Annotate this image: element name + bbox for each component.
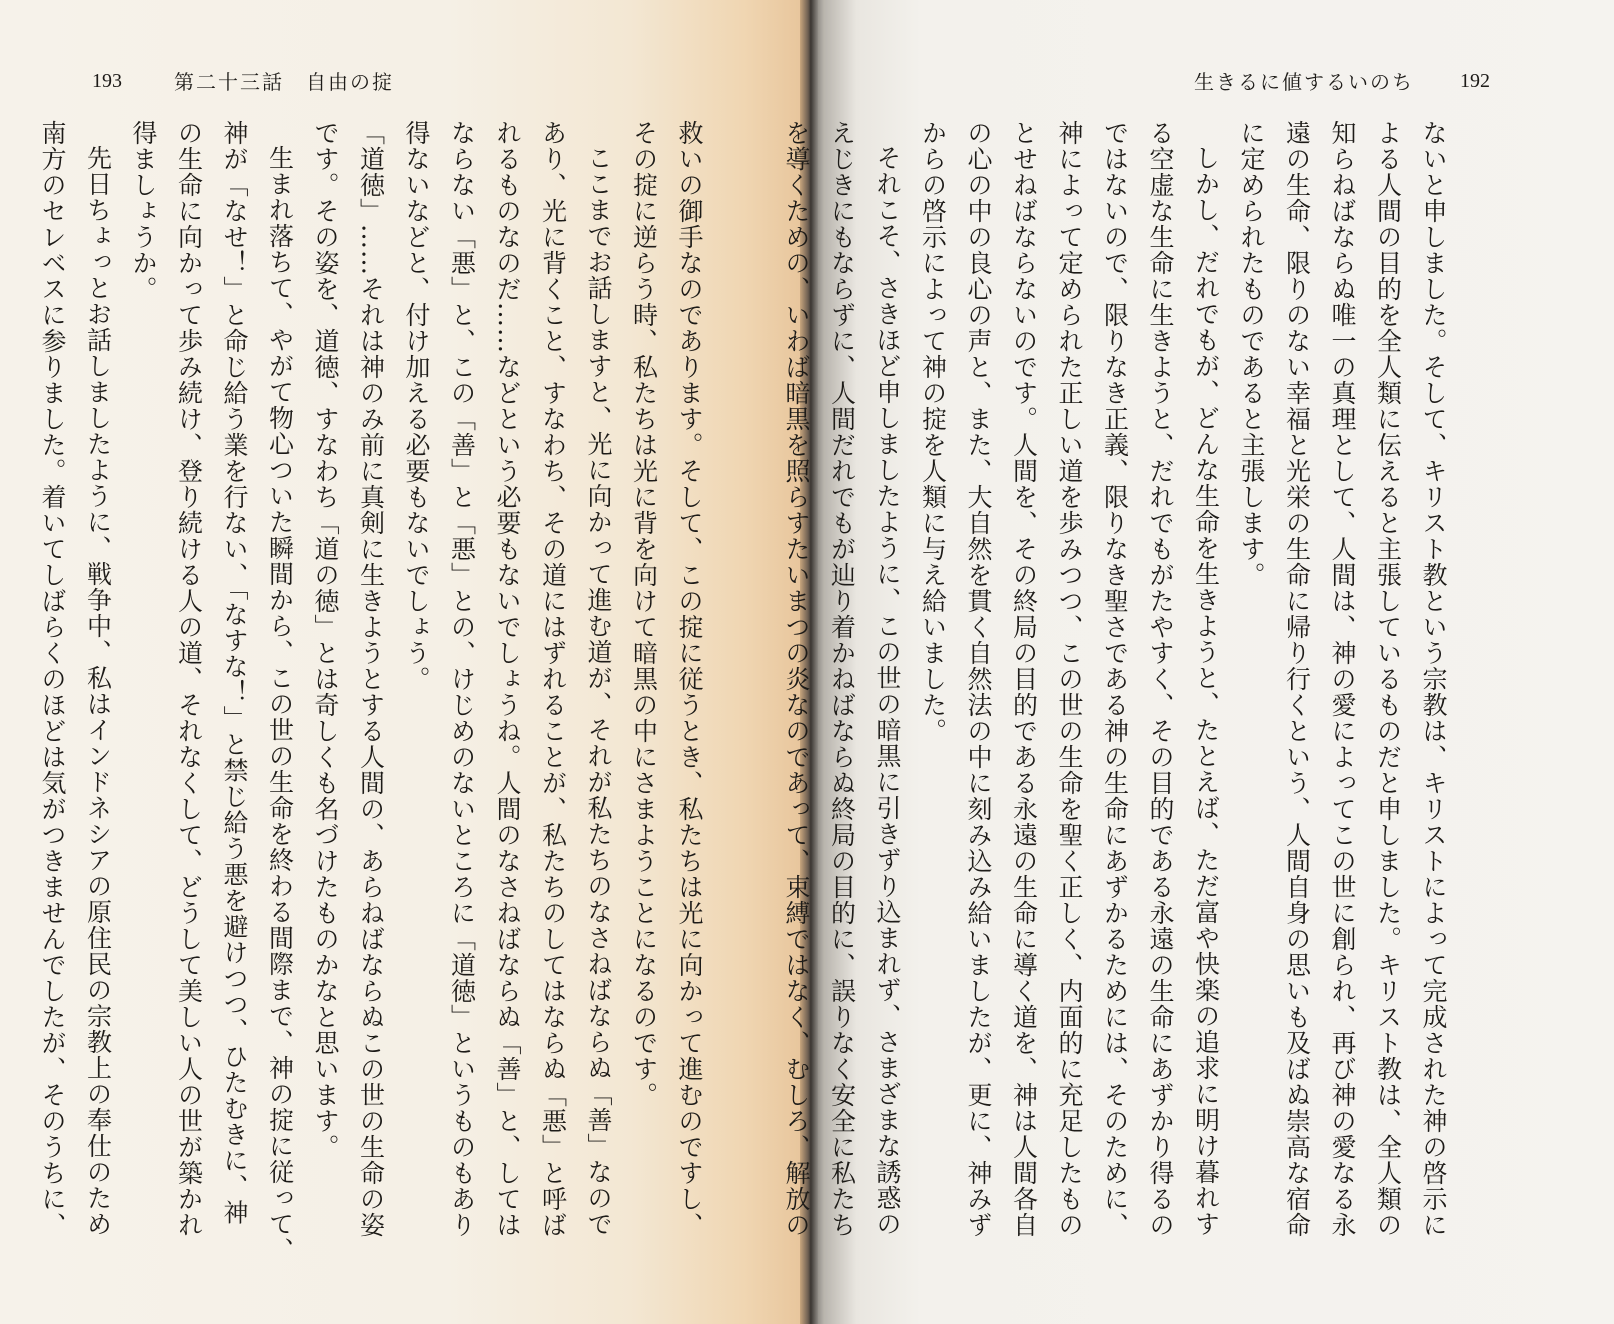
text-line: の心の中の良心の声と、また、大自然を貫く自然法の中に刻み込み給いましたが、更に、神みず bbox=[964, 120, 993, 1238]
left-page-body bbox=[38, 120, 712, 1263]
text-line: それこそ、さきほど申しましたように、この世の暗黒に引きずり込まれず、さまざまな誘惑の bbox=[873, 145, 902, 1237]
text-line: ここまでお話しますと、光に向かって進む道が、それが私たちのなさねばならぬ「善」なので bbox=[584, 145, 613, 1237]
text-line: 「道徳」……それは神のみ前に真剣に生きようとする人間の、あらねばならぬこの世の生命の姿 bbox=[356, 120, 386, 1238]
text-line: 遠の生命、限りのない幸福と光栄の生命に帰り行くという、人間自身の思いも及ばぬ崇高な宿命 bbox=[1282, 120, 1312, 1238]
right-running-title: 生きるに値するいのち bbox=[1194, 70, 1414, 94]
left-running-title: 第二十三話 自由の掟 bbox=[174, 70, 394, 94]
text-line: しかし、だれでもが、どんな生命を生きようと、たとえば、ただ富や快楽の追求に明け暮れす bbox=[1191, 145, 1221, 1237]
text-line: えじきにもならずに、人間だれでもが辿り着かねばならぬ終局の目的に、誤りなく安全に私たち bbox=[827, 120, 857, 1238]
text-line: 生まれ落ちて、やがて物心ついた瞬間から、この世の生命を終わる間際まで、神の掟に従って、 bbox=[265, 145, 295, 1263]
text-line: に定められたものであると主張します。 bbox=[1237, 120, 1266, 588]
text-line: 南方のセレベスに参りました。着いてしばらくのほどは気がつきませんでしたが、そのうちに、 bbox=[38, 120, 67, 1238]
text-line: の生命に向かって歩み続け、登り続ける人の道、それなくして、どうして美しい人の世が築かれ bbox=[174, 120, 204, 1238]
text-line: 得ないなどと、付け加える必要もないでしょう。 bbox=[402, 120, 431, 692]
text-line: 知らねばならぬ唯一の真理として、人間は、神の愛によってこの世に創られ、再び神の愛なる永 bbox=[1328, 120, 1357, 1238]
text-line: です。その姿を、道徳、すなわち「道の徳」とは奇しくも名づけたものかなと思います。 bbox=[311, 120, 340, 1160]
text-line: ではないので、限りなき正義、限りなき聖さである神の生命にあずかるためには、そのために、 bbox=[1100, 120, 1130, 1238]
right-page-number: 192 bbox=[1460, 70, 1490, 92]
text-line: を導くための、いわば暗黒を照らすたいまつの炎なのであって、束縛ではなく、むしろ、解放の bbox=[782, 120, 811, 1238]
text-line: ないと申しました。そして、キリスト教という宗教は、キリストによって完成された神の啓示に bbox=[1419, 120, 1448, 1238]
text-line: よる人間の目的を全人類に伝えると主張しているものだと申しました。キリスト教は、全人類の bbox=[1373, 120, 1403, 1238]
text-line: 得ましょうか。 bbox=[129, 120, 158, 302]
text-line: る空虚な生命に生きようと、だれでもがたやすく、その目的である永遠の生命にあずかり得るの bbox=[1146, 120, 1175, 1238]
text-line: 神によって定められた正しい道を歩みつつ、この世の生命を聖く正しく、内面的に充足したもの bbox=[1055, 120, 1084, 1238]
text-line: 神が「なせ！」と命じ給う業を行ない、「なすな！」と禁じ給う悪を避けつつ、ひたむきに、神 bbox=[220, 120, 249, 1226]
text-line: からの啓示によって神の掟を人類に与え給いました。 bbox=[918, 120, 948, 744]
text-line: とせねばならないのです。人間を、その終局の目的である永遠の生命に導く道を、神は人間各自 bbox=[1009, 120, 1039, 1238]
text-line: 先日ちょっとお話しましたように、戦争中、私はインドネシアの原住民の宗教上の奉仕のため bbox=[83, 145, 113, 1237]
text-line: あり、光に背くこと、すなわち、その道にはずれることが、私たちのしてはならぬ「悪」と呼ば bbox=[538, 120, 568, 1238]
left-page-number: 193 bbox=[92, 70, 122, 92]
right-page-body bbox=[782, 120, 1456, 1260]
text-line: その掟に逆らう時、私たちは光に背を向けて暗黒の中にさまようことになるのです。 bbox=[629, 120, 659, 1108]
text-line: れるものなのだ……などという必要もないでしょうね。人間のなさねばならぬ「善」と、しては bbox=[493, 120, 522, 1238]
text-line: 救いの御手なのであります。そして、この掟に従うとき、私たちは光に向かって進むのですし、 bbox=[675, 120, 704, 1238]
text-line: ならない「悪」と、この「善」と「悪」との、けじめのないところに「道徳」というものもあり bbox=[447, 120, 477, 1238]
